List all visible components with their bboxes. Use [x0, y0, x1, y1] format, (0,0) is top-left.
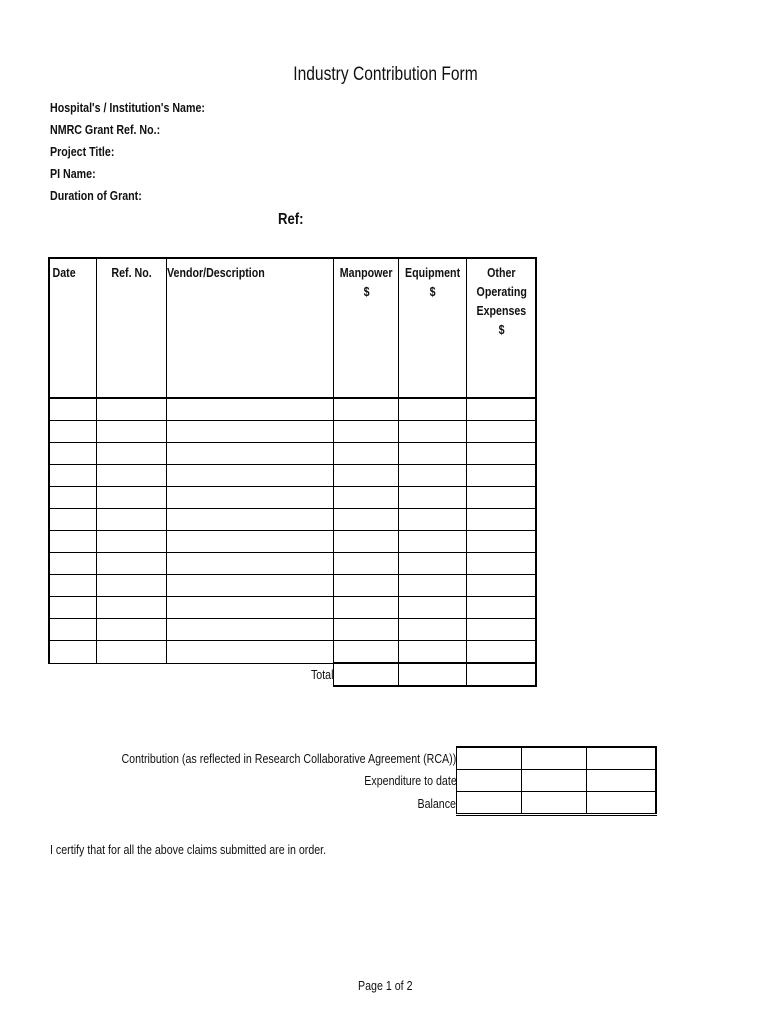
cell-ref-no[interactable] — [97, 465, 167, 487]
cell-vendor[interactable] — [167, 487, 334, 509]
pi-name-text: PI Name: — [50, 166, 96, 181]
header-manpower — [334, 258, 399, 398]
cell-manpower[interactable] — [334, 443, 399, 465]
cell-vendor[interactable] — [167, 641, 334, 664]
institution-name-label — [50, 100, 239, 122]
table-row — [49, 553, 536, 575]
header-ref-no-text: Ref. No. — [111, 265, 152, 280]
table-row — [49, 575, 536, 597]
cell-other[interactable] — [467, 398, 537, 421]
pi-name-label — [50, 166, 239, 188]
page-number — [0, 978, 770, 993]
header-vendor-text: Vendor/Description — [167, 265, 265, 280]
table-row — [49, 531, 536, 553]
table-row — [49, 465, 536, 487]
cell-equipment[interactable] — [399, 575, 467, 597]
cell-vendor[interactable] — [167, 421, 334, 443]
cell-ref-no[interactable] — [97, 575, 167, 597]
grant-ref-text: NMRC Grant Ref. No.: — [50, 122, 161, 137]
cell-date[interactable] — [49, 553, 97, 575]
header-equipment-text: Equipment — [405, 265, 461, 280]
grant-duration-text: Duration of Grant: — [50, 188, 142, 203]
cell-manpower[interactable] — [334, 487, 399, 509]
cell-ref-no[interactable] — [97, 443, 167, 465]
cell-other[interactable] — [467, 619, 537, 641]
cell-other[interactable] — [467, 531, 537, 553]
cell-manpower[interactable] — [334, 575, 399, 597]
cell-manpower[interactable] — [334, 531, 399, 553]
cell-equipment[interactable] — [399, 465, 467, 487]
cell-date[interactable] — [49, 509, 97, 531]
cell-manpower[interactable] — [334, 597, 399, 619]
ref-label-text: Ref: — [278, 211, 304, 228]
header-equipment-unit: $ — [429, 284, 436, 299]
certification-text: I certify that for all the above claims submitted are in order. — [50, 842, 327, 857]
summary-contribution-manpower[interactable] — [457, 747, 522, 770]
summary-balance-other[interactable] — [587, 792, 657, 815]
table-row — [49, 421, 536, 443]
header-manpower-text: Manpower — [339, 265, 393, 280]
header-equipment — [399, 258, 467, 398]
cell-ref-no[interactable] — [97, 398, 167, 421]
cell-equipment[interactable] — [399, 398, 467, 421]
total-label — [49, 663, 334, 686]
cell-equipment[interactable] — [399, 487, 467, 509]
project-title-text: Project Title: — [50, 144, 115, 159]
total-label-text: Total — [310, 667, 333, 683]
table-row — [49, 641, 536, 664]
header-other-line3: Expenses — [476, 303, 527, 318]
header-vendor — [167, 258, 334, 398]
summary-balance-equipment[interactable] — [522, 792, 587, 815]
header-other-expenses — [467, 258, 537, 398]
cell-other[interactable] — [467, 597, 537, 619]
header-date-text: Date — [52, 265, 76, 280]
header-other-line2: Operating — [476, 284, 527, 299]
summary-contribution-text: Contribution (as reflected in Research Collaborative Agreement (RCA)) — [121, 750, 457, 766]
summary-balance-label — [48, 792, 457, 815]
cell-other[interactable] — [467, 443, 537, 465]
cell-date[interactable] — [49, 531, 97, 553]
cell-date[interactable] — [49, 421, 97, 443]
summary-contribution-label — [48, 747, 457, 770]
cell-vendor[interactable] — [167, 597, 334, 619]
summary-expenditure-equipment[interactable] — [522, 770, 587, 792]
summary-expenditure-label — [48, 770, 457, 792]
summary-balance-text: Balance — [417, 795, 457, 811]
cell-equipment[interactable] — [399, 531, 467, 553]
cell-vendor[interactable] — [167, 619, 334, 641]
institution-name-text: Hospital's / Institution's Name: — [50, 100, 205, 115]
cell-vendor[interactable] — [167, 465, 334, 487]
total-row — [49, 663, 536, 686]
expense-table — [48, 257, 537, 687]
cell-ref-no[interactable] — [97, 509, 167, 531]
header-other-line1: Other — [487, 265, 516, 280]
summary-contribution-other[interactable] — [587, 747, 657, 770]
cell-date[interactable] — [49, 398, 97, 421]
header-other-unit: $ — [498, 322, 505, 337]
cell-equipment[interactable] — [399, 641, 467, 664]
summary-expenditure-text: Expenditure to date — [363, 773, 457, 788]
summary-table — [48, 746, 657, 816]
cell-vendor[interactable] — [167, 575, 334, 597]
header-ref-no — [97, 258, 167, 398]
form-title — [0, 64, 770, 86]
header-date — [49, 258, 97, 398]
summary-expenditure-other[interactable] — [587, 770, 657, 792]
cell-equipment[interactable] — [399, 443, 467, 465]
grant-ref-label — [50, 122, 239, 144]
cell-date[interactable] — [49, 641, 97, 664]
cell-equipment[interactable] — [399, 421, 467, 443]
grant-duration-label — [50, 188, 239, 210]
cell-date[interactable] — [49, 575, 97, 597]
cell-ref-no[interactable] — [97, 553, 167, 575]
table-row — [49, 619, 536, 641]
cell-other[interactable] — [467, 509, 537, 531]
summary-row — [48, 792, 656, 815]
cell-vendor[interactable] — [167, 443, 334, 465]
cell-equipment[interactable] — [399, 553, 467, 575]
summary-expenditure-manpower[interactable] — [457, 770, 522, 792]
cell-other[interactable] — [467, 641, 537, 664]
summary-balance-manpower[interactable] — [457, 792, 522, 815]
cell-date[interactable] — [49, 487, 97, 509]
cell-ref-no[interactable] — [97, 619, 167, 641]
table-row — [49, 509, 536, 531]
summary-row — [48, 747, 656, 770]
header-manpower-unit: $ — [363, 284, 370, 299]
cell-other[interactable] — [467, 553, 537, 575]
cell-manpower[interactable] — [334, 421, 399, 443]
cell-manpower[interactable] — [334, 619, 399, 641]
cell-ref-no[interactable] — [97, 487, 167, 509]
cell-other[interactable] — [467, 487, 537, 509]
total-equipment-cell[interactable] — [399, 663, 467, 686]
table-row — [49, 443, 536, 465]
page-number-text: Page 1 of 2 — [357, 978, 413, 993]
cell-manpower[interactable] — [334, 465, 399, 487]
cell-manpower[interactable] — [334, 509, 399, 531]
table-header-row — [49, 258, 536, 398]
grant-info-fields — [50, 100, 239, 210]
cell-ref-no[interactable] — [97, 641, 167, 664]
table-row — [49, 487, 536, 509]
total-other-cell[interactable] — [467, 663, 537, 686]
cell-manpower[interactable] — [334, 641, 399, 664]
cell-manpower[interactable] — [334, 553, 399, 575]
cell-date[interactable] — [49, 465, 97, 487]
cell-vendor[interactable] — [167, 553, 334, 575]
cell-other[interactable] — [467, 421, 537, 443]
cell-ref-no[interactable] — [97, 421, 167, 443]
certification-statement — [50, 842, 387, 857]
summary-contribution-equipment[interactable] — [522, 747, 587, 770]
cell-date[interactable] — [49, 619, 97, 641]
cell-equipment[interactable] — [399, 509, 467, 531]
cell-date[interactable] — [49, 443, 97, 465]
cell-date[interactable] — [49, 597, 97, 619]
cell-ref-no[interactable] — [97, 597, 167, 619]
summary-row — [48, 770, 656, 792]
cell-ref-no[interactable] — [97, 531, 167, 553]
cell-vendor[interactable] — [167, 509, 334, 531]
total-manpower-cell[interactable] — [334, 663, 399, 686]
table-row — [49, 597, 536, 619]
cell-vendor[interactable] — [167, 531, 334, 553]
cell-equipment[interactable] — [399, 597, 467, 619]
ref-label — [278, 211, 309, 229]
cell-vendor[interactable] — [167, 398, 334, 421]
cell-other[interactable] — [467, 575, 537, 597]
cell-other[interactable] — [467, 465, 537, 487]
cell-manpower[interactable] — [334, 398, 399, 421]
cell-equipment[interactable] — [399, 619, 467, 641]
form-title-text: Industry Contribution Form — [292, 64, 478, 85]
table-row — [49, 398, 536, 421]
project-title-label — [50, 144, 239, 166]
